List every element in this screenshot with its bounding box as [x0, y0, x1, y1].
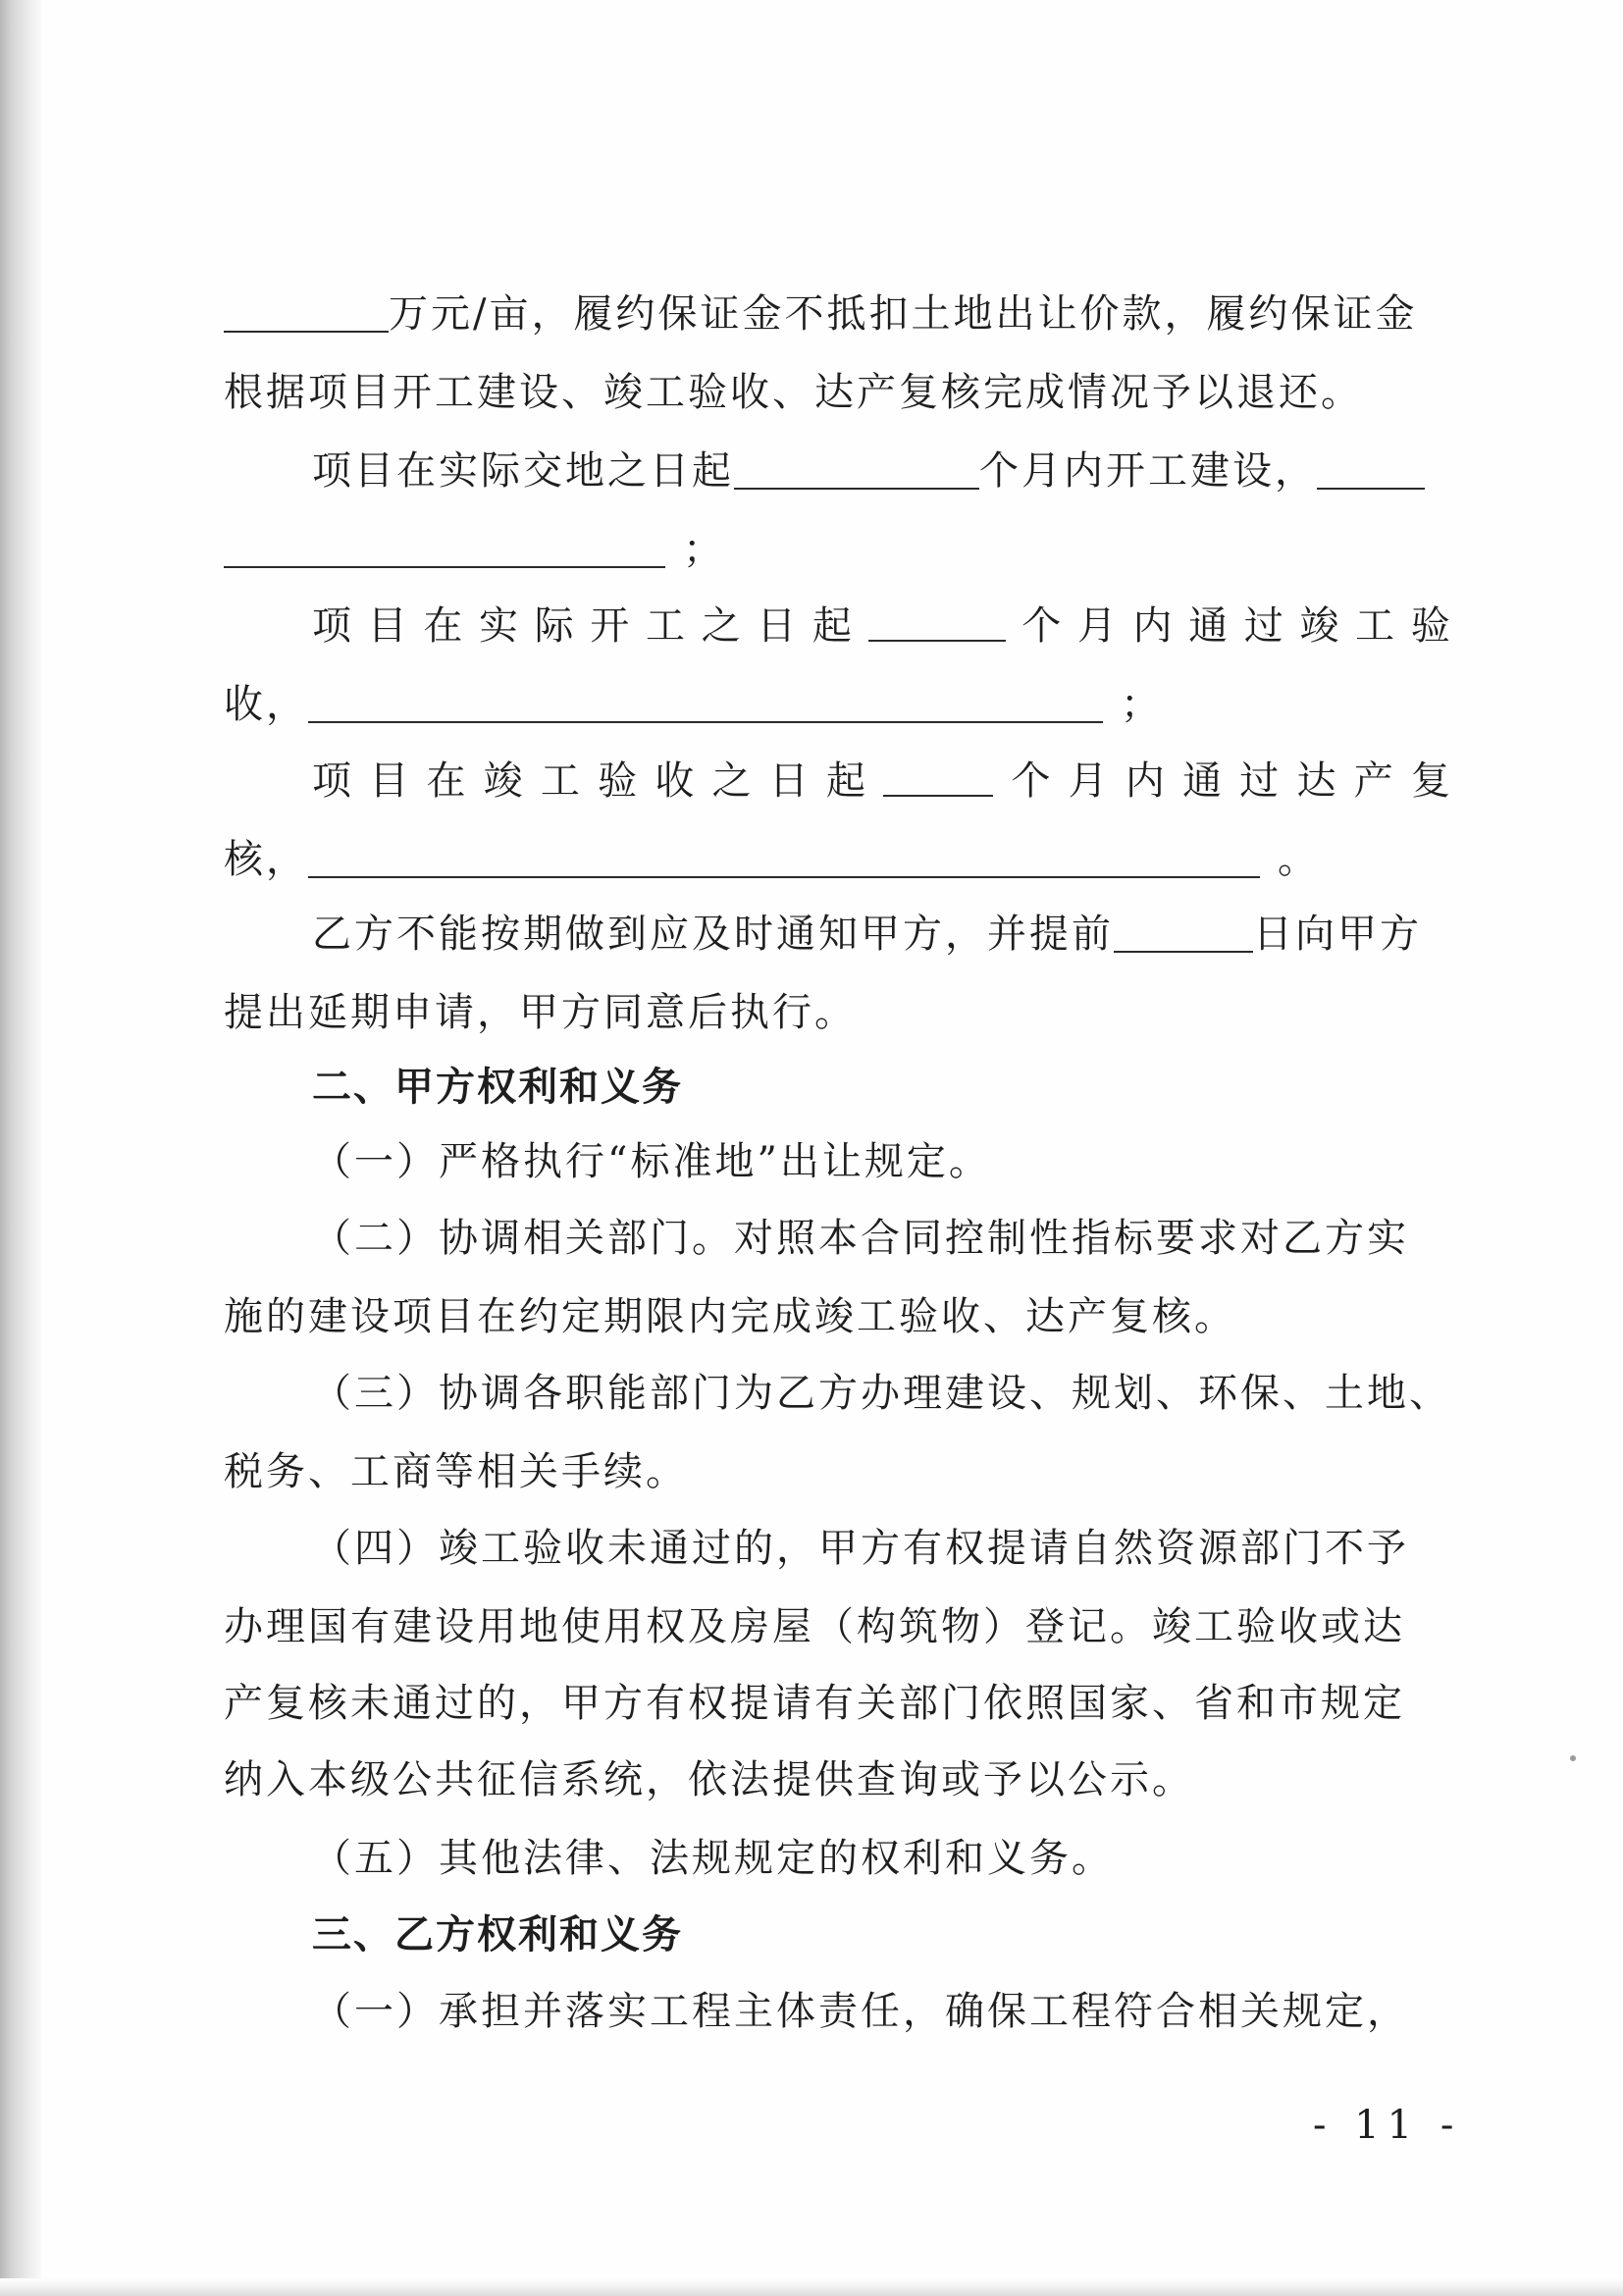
- p4-char: 之: [711, 758, 752, 804]
- blank-field-start-condition: [1317, 448, 1425, 490]
- p3-char: 际: [534, 603, 574, 649]
- p4-char: 通: [1182, 758, 1223, 804]
- p3-char: 在: [423, 603, 463, 649]
- paragraph-3-text: 收，: [224, 682, 308, 727]
- p4-char: 竣: [483, 758, 523, 804]
- paragraph-2-line-2: [224, 524, 1450, 575]
- page-number: - 11 -: [1313, 2103, 1462, 2148]
- blank-field-completion-condition: [308, 682, 1103, 723]
- p4-char: 日: [768, 758, 809, 804]
- paragraph-4-end: 。: [1278, 837, 1320, 882]
- p4-char: 收: [654, 758, 695, 804]
- p3-char: 开: [590, 603, 630, 649]
- section-2-item-4-line-4: 纳入本级公共征信系统，依法提供查询或予以公示。: [224, 1757, 1194, 1802]
- section-2-item-3-line-2: 税务、工商等相关手续。: [224, 1449, 688, 1494]
- paragraph-4-line-2: [224, 834, 1450, 885]
- section-2-heading: 二、甲方权利和义务: [312, 1065, 683, 1110]
- blank-field-per-mu: [224, 291, 389, 333]
- paragraph-2-text-b: 个月内开工建设，: [979, 448, 1317, 494]
- paragraph-5-text-b: 日向甲方: [1253, 912, 1422, 957]
- paragraph-5-line-1: [312, 909, 1450, 960]
- p3-char: 过: [1243, 603, 1283, 649]
- blank-field-production-condition: [308, 837, 1260, 878]
- section-2-item-1: （一）严格执行“标准地”出让规定。: [312, 1139, 991, 1184]
- paragraph-5-text-a: 乙方不能按期做到应及时通知甲方，并提前: [312, 912, 1114, 957]
- p4-char: 项: [312, 758, 351, 804]
- section-2-item-3-line-1: （三）协调各职能部门为乙方办理建设、规划、环保、土地、: [312, 1371, 1451, 1416]
- p3-char: 目: [367, 603, 407, 649]
- blank-field-notice-days: [1114, 912, 1253, 953]
- p3-char: 内: [1132, 603, 1173, 649]
- p3-char: 个: [1021, 603, 1062, 649]
- blank-field-start-condition-cont: [224, 527, 665, 568]
- p3-char: 通: [1188, 603, 1229, 649]
- section-2-item-4-line-1: （四）竣工验收未通过的，甲方有权提请自然资源部门不予: [312, 1526, 1409, 1571]
- paragraph-3-line-2: [224, 679, 1450, 730]
- section-3-item-1-line-1: （一）承担并落实工程主体责任，确保工程符合相关规定，: [312, 1989, 1409, 2034]
- blank-field-start-months: [734, 448, 979, 490]
- p3-char: 日: [757, 603, 797, 649]
- paragraph-1-line-1: [224, 288, 1450, 339]
- p3-char: 之: [701, 603, 741, 649]
- p3-char: 项: [312, 603, 351, 649]
- blank-field-completion-months: [868, 600, 1006, 642]
- section-2-item-4-line-2: 办理国有建设用地使用权及房屋（构筑物）登记。竣工验收或达: [224, 1604, 1405, 1649]
- paragraph-4-line-1: [312, 756, 1450, 807]
- section-2-item-2-line-2: 施的建设项目在约定期限内完成竣工验收、达产复核。: [224, 1294, 1236, 1339]
- paragraph-4-text: 核，: [224, 837, 308, 882]
- section-3-heading: 三、乙方权利和义务: [312, 1912, 683, 1957]
- blank-field-production-months: [883, 756, 993, 797]
- paragraph-2-line-1: [312, 445, 1450, 496]
- p4-char: 个: [1011, 758, 1051, 804]
- p3-char: 实: [478, 603, 518, 649]
- p3-char: 验: [1410, 603, 1450, 649]
- p4-char: 内: [1125, 758, 1165, 804]
- scan-binding-shadow: [0, 0, 41, 2296]
- paragraph-3-end: ；: [1121, 682, 1163, 727]
- p3-char: 起: [812, 603, 852, 649]
- p4-char: 工: [540, 758, 580, 804]
- p4-char: 在: [426, 758, 466, 804]
- scan-bottom-shadow: [0, 2278, 1623, 2296]
- p3-char: 竣: [1299, 603, 1339, 649]
- paragraph-5-line-2: 提出延期申请，甲方同意后执行。: [224, 990, 857, 1035]
- p4-char: 产: [1353, 758, 1393, 804]
- paragraph-1-text: 万元/亩，履约保证金不抵扣土地出让价款，履约保证金: [389, 291, 1418, 337]
- paragraph-2-end: ；: [683, 527, 725, 572]
- p4-char: 复: [1410, 758, 1450, 804]
- paragraph-2-text-a: 项目在实际交地之日起: [312, 448, 734, 494]
- section-2-item-5: （五）其他法律、法规规定的权利和义务。: [312, 1836, 1114, 1881]
- p3-char: 月: [1076, 603, 1117, 649]
- p4-char: 目: [369, 758, 409, 804]
- p4-char: 达: [1296, 758, 1336, 804]
- p4-char: 起: [825, 758, 865, 804]
- p3-char: 工: [1355, 603, 1395, 649]
- paragraph-1-line-2: 根据项目开工建设、竣工验收、达产复核完成情况予以退还。: [224, 370, 1363, 415]
- section-2-item-4-line-3: 产复核未通过的，甲方有权提请有关部门依照国家、省和市规定: [224, 1681, 1405, 1726]
- p3-char: 工: [645, 603, 685, 649]
- p4-char: 月: [1068, 758, 1108, 804]
- paragraph-3-line-1: [312, 600, 1450, 652]
- section-2-item-2-line-1: （二）协调相关部门。对照本合同控制性指标要求对乙方实: [312, 1216, 1409, 1261]
- scan-speck: [1570, 1755, 1576, 1761]
- p4-char: 验: [598, 758, 638, 804]
- p4-char: 过: [1239, 758, 1280, 804]
